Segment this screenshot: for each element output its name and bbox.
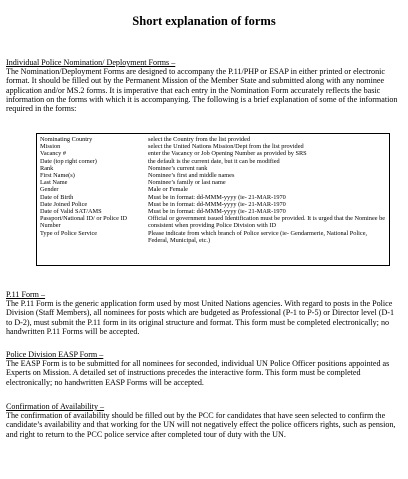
field-label: Last Name bbox=[40, 179, 68, 187]
field-description: enter the Vacancy or Job Opening Number as provided by SRS bbox=[148, 150, 307, 158]
field-row bbox=[40, 215, 386, 229]
fields-table bbox=[36, 133, 390, 266]
field-description: select the Country from the list provided bbox=[148, 136, 251, 143]
field-label: Passport/National ID/ or Police ID Number bbox=[40, 215, 128, 230]
field-label: Date Joined Police bbox=[40, 200, 88, 208]
field-row bbox=[40, 201, 386, 208]
p11-section bbox=[6, 290, 402, 336]
field-row bbox=[40, 172, 386, 179]
field-label: Type of Police Service bbox=[40, 229, 98, 237]
field-label: Date (top right corner) bbox=[40, 157, 97, 165]
availability-paragraph: The confirmation of availability should be filled out by the PCC for candidates that have seen selected to confirm the candidate’s availability and that working for the UN will not negatively effect the police officers rights, such as pension, and right to return to the PCC police service after completed tour of duty with the UN. bbox=[6, 411, 396, 439]
field-description: Nominee’s first and middle names bbox=[148, 172, 235, 180]
field-row bbox=[40, 230, 386, 244]
field-description: Must be in format: dd-MMM-yyyy (ie- 21-MAR-1970 bbox=[148, 193, 286, 201]
field-row bbox=[40, 186, 386, 193]
p11-heading: P.11 Form – bbox=[6, 290, 46, 299]
availability-heading: Confirmation of Availability – bbox=[6, 402, 105, 411]
field-label: Rank bbox=[40, 164, 54, 172]
field-label: Gender bbox=[40, 186, 59, 194]
easp-paragraph: The EASP Form is to be submitted for all nominees for seconded, individual UN Police Officer positions appointed as Experts on Mission. A detailed set of instructions precedes the interactive form. This form must be completed electronically; no handwritten EASP Forms will be accepted. bbox=[6, 359, 390, 387]
field-row bbox=[40, 150, 386, 157]
easp-heading: Police Division EASP Form – bbox=[6, 350, 104, 359]
field-description: Please indicate from which branch of Police service (ie- Gendarmerie, National Police, Federal, Municipal, etc.) bbox=[148, 229, 368, 244]
intro-section bbox=[6, 58, 402, 113]
field-label: First Name(s) bbox=[40, 172, 75, 180]
field-row bbox=[40, 179, 386, 186]
field-description: the default is the current date, but it can be modified bbox=[148, 157, 280, 165]
p11-paragraph: The P.11 Form is the generic application form used by most United Nations agencies. With regard to posts in the Police Division (Staff Members), all nominees for posts which are budgeted as Professional (P-1 to P-5) or Director level (D-1 to D-2), must submit the P.11 form in its original structure and format. This form must be completed electronically; no handwritten P.11 Forms will be accepted. bbox=[6, 299, 395, 336]
field-label: Mission bbox=[40, 143, 61, 151]
field-description: Must be in format: dd-MMM-yyyy (ie- 21-MAR-1970 bbox=[148, 208, 286, 216]
field-row bbox=[40, 158, 386, 165]
field-label: Nominating Country bbox=[40, 136, 93, 143]
field-description: select the United Nations Mission/Dept from the list provided bbox=[148, 143, 304, 151]
easp-section bbox=[6, 350, 402, 387]
field-row bbox=[40, 165, 386, 172]
intro-paragraph: The Nomination/Deployment Forms are designed to accompany the P.11/PHP or ESAP in either printed or electronic format. It should be filled out by the Permanent Mission of the Member State and submitted along with any nominee application and/or MS.2 forms. It is imperative that each entry in the Nomination Form accurately reflects the basic information on the forms with which it is accompanying. The following is a brief explanation of some of the information required in the forms: bbox=[6, 67, 398, 114]
field-description: Must be in format: dd-MMM-yyyy (ie- 21-MAR-1970 bbox=[148, 200, 286, 208]
field-row bbox=[40, 136, 386, 143]
field-description: Male or Female bbox=[148, 186, 188, 194]
field-row bbox=[40, 194, 386, 201]
field-description: Official or government issued Identification must be provided. It is urged that the Nominee be consistent when providing Police Division with ID bbox=[148, 215, 386, 230]
field-row bbox=[40, 208, 386, 215]
field-row bbox=[40, 143, 386, 150]
field-label: Date of Valid SAT/AMS bbox=[40, 208, 102, 216]
intro-heading: Individual Police Nomination/ Deployment Forms – bbox=[6, 58, 176, 67]
field-label: Vacancy # bbox=[40, 150, 67, 158]
field-description: Nominee’s current rank bbox=[148, 164, 208, 172]
page-title: Short explanation of forms bbox=[132, 14, 276, 28]
availability-section bbox=[6, 402, 402, 439]
field-label: Date of Birth bbox=[40, 193, 74, 201]
field-description: Nominee’s family or last name bbox=[148, 179, 226, 187]
